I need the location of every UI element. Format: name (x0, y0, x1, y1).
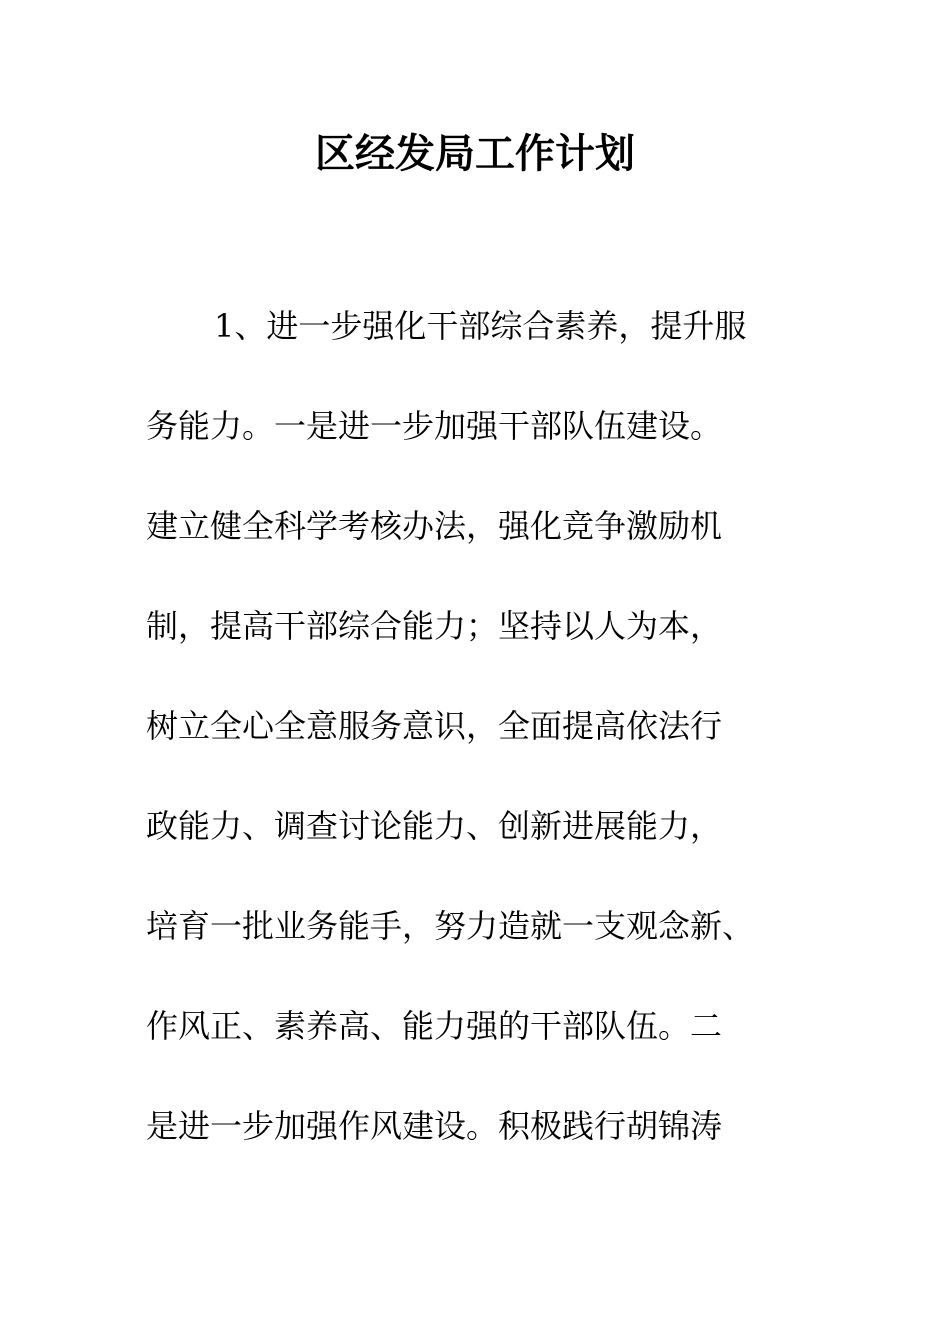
document-body (146, 300, 806, 1200)
paragraph-line-2: 务能力。一是进一步加强干部队伍建设。 (146, 407, 723, 445)
paragraph-line-7: 培育一批业务能手，努力造就一支观念新、 (146, 907, 755, 945)
paragraph-line-1: 1、进一步强化干部综合素养，提升服 (214, 307, 747, 345)
paragraph-line-8: 作风正、素养高、能力强的干部队伍。二 (146, 1007, 723, 1045)
paragraph-line-4: 制，提高干部综合能力；坚持以人为本， (146, 607, 723, 645)
paragraph-line-3: 建立健全科学考核办法，强化竞争激励机 (146, 507, 723, 545)
paragraph-line-6: 政能力、调查讨论能力、创新进展能力， (146, 807, 723, 845)
paragraph-line-9: 是进一步加强作风建设。积极践行胡锦涛 (146, 1107, 723, 1145)
page-title: 区经发局工作计划 (315, 131, 635, 177)
paragraph-line-5: 树立全心全意服务意识，全面提高依法行 (146, 707, 723, 745)
